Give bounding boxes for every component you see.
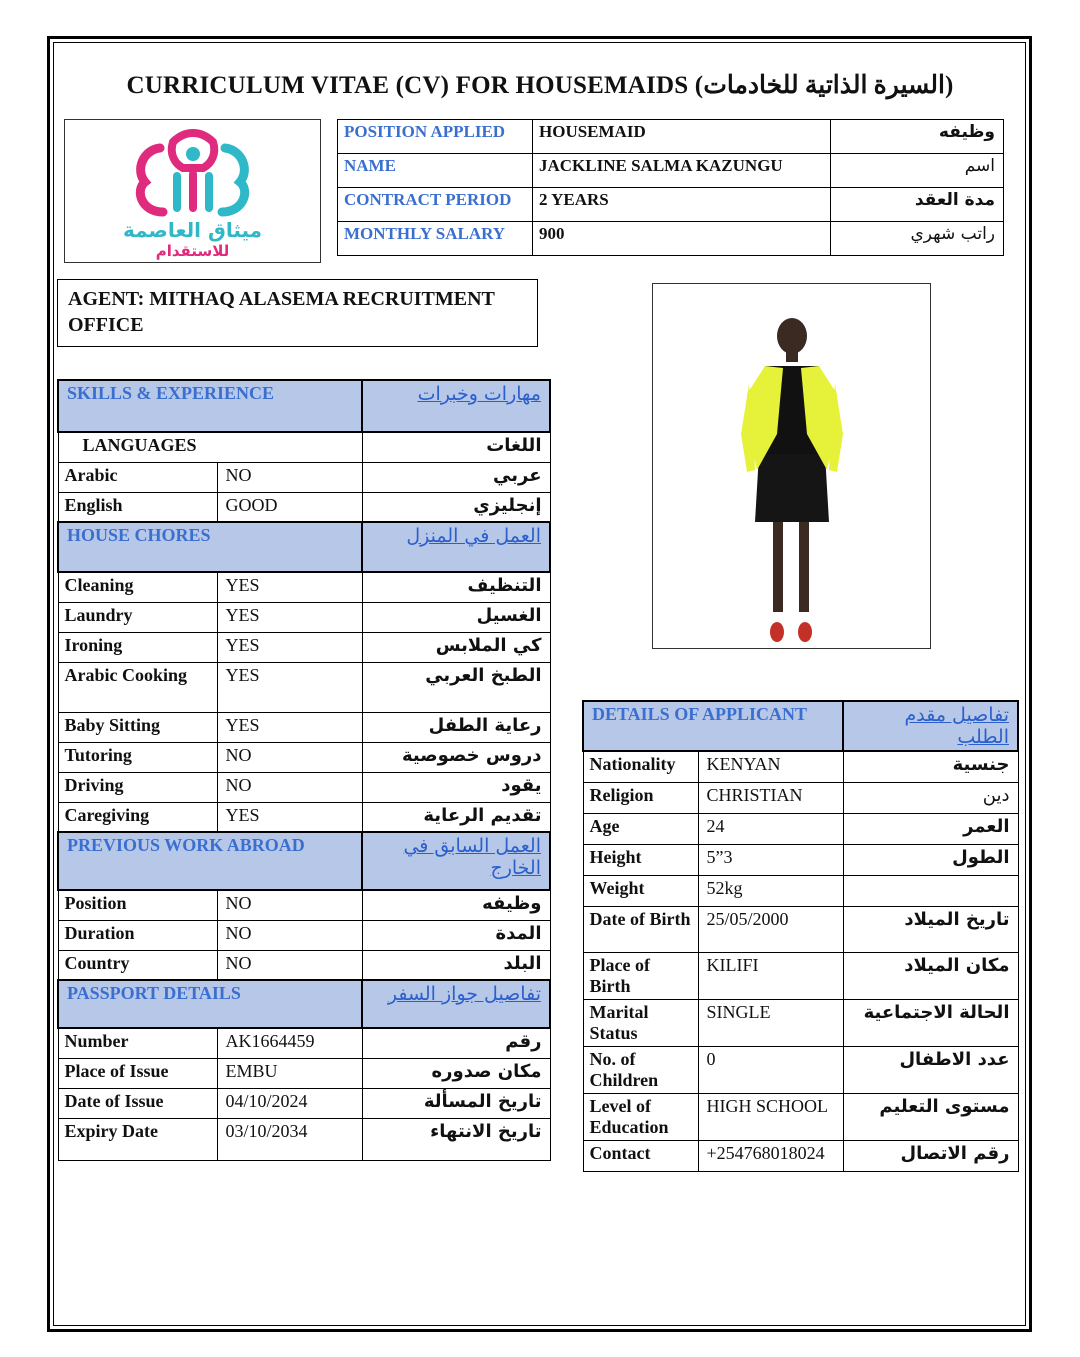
logo-arabic-name: ميثاق العاصمة (122, 218, 263, 242)
field-label: Weight (583, 875, 698, 906)
section-title: SKILLS & EXPERIENCE (58, 380, 362, 432)
field-label-ar: عربي (362, 462, 550, 492)
table-row (58, 572, 550, 602)
section-header-details (583, 701, 1018, 751)
field-value: AK1664459 (217, 1028, 362, 1058)
field-label-ar: التنظيف (362, 572, 550, 602)
field-label: Baby Sitting (58, 712, 217, 742)
field-label-ar: راتب شهري (831, 222, 1004, 256)
section-title: HOUSE CHORES (58, 522, 362, 572)
section-title-ar: تفاصيل مقدم الطلب (843, 701, 1018, 751)
table-row (583, 813, 1018, 844)
field-label-ar: وظيفه (362, 890, 550, 920)
table-row (58, 462, 550, 492)
field-label-ar: تاريخ الميلاد (843, 906, 1018, 952)
field-label: Position (58, 890, 217, 920)
field-value: 5”3 (698, 844, 843, 875)
skills-table (57, 379, 551, 1161)
section-header-skills (58, 380, 550, 432)
table-row (58, 742, 550, 772)
field-label: Tutoring (58, 742, 217, 772)
field-label-ar: الغسيل (362, 602, 550, 632)
field-label: Nationality (583, 751, 698, 782)
field-label: Ironing (58, 632, 217, 662)
field-value: NO (217, 772, 362, 802)
field-value: CHRISTIAN (698, 782, 843, 813)
field-label: Date of Birth (583, 906, 698, 952)
table-row (58, 890, 550, 920)
field-label: Age (583, 813, 698, 844)
table-row (58, 1088, 550, 1118)
section-header-chores (58, 522, 550, 572)
page-title: CURRICULUM VITAE (CV) FOR HOUSEMAIDS (السيرة الذاتية للخادمات) (126, 72, 954, 99)
field-value: 04/10/2024 (217, 1088, 362, 1118)
field-label: Height (583, 844, 698, 875)
field-value: GOOD (217, 492, 362, 522)
field-value: HIGH SCHOOL (698, 1093, 843, 1140)
section-title-ar: العمل في المنزل (362, 522, 550, 572)
field-label: Date of Issue (58, 1088, 217, 1118)
section-title-ar: مهارات وخبرات (362, 380, 550, 432)
table-row (338, 120, 1004, 154)
section-title: PASSPORT DETAILS (58, 980, 362, 1028)
table-row (583, 1140, 1018, 1171)
table-row (58, 802, 550, 832)
field-value: NO (217, 742, 362, 772)
field-label-ar: دروس خصوصية (362, 742, 550, 772)
section-header-passport (58, 980, 550, 1028)
field-value: +254768018024 (698, 1140, 843, 1171)
field-value: 2 YEARS (533, 188, 831, 222)
field-label: No. of Children (583, 1046, 698, 1093)
field-label-ar: البلد (362, 950, 550, 980)
field-value: YES (217, 632, 362, 662)
field-label: Number (58, 1028, 217, 1058)
field-value: YES (217, 802, 362, 832)
field-label-ar: دين (843, 782, 1018, 813)
field-label-ar: الطول (843, 844, 1018, 875)
field-label-ar: رعاية الطفل (362, 712, 550, 742)
field-value: KILIFI (698, 952, 843, 999)
table-row (58, 1028, 550, 1058)
field-label-ar: تقديم الرعاية (362, 802, 550, 832)
field-label: Cleaning (58, 572, 217, 602)
field-label-ar: كي الملابس (362, 632, 550, 662)
person-photo-icon (653, 284, 930, 648)
logo-arabic-subtitle: للاستقدام (155, 242, 230, 260)
table-row (58, 662, 550, 712)
field-label-ar: رقم (362, 1028, 550, 1058)
table-row (58, 950, 550, 980)
table-row (58, 1058, 550, 1088)
field-label: Duration (58, 920, 217, 950)
section-title: DETAILS OF APPLICANT (583, 701, 843, 751)
applicant-details-table (582, 700, 1019, 1172)
field-value: YES (217, 602, 362, 632)
table-row (58, 920, 550, 950)
field-label-ar: إنجليزي (362, 492, 550, 522)
field-value: YES (217, 572, 362, 602)
field-label-ar: تاريخ المسألة (362, 1088, 550, 1118)
field-label: POSITION APPLIED (338, 120, 533, 154)
position-summary-table (337, 119, 1004, 256)
field-value: NO (217, 462, 362, 492)
table-row (583, 751, 1018, 782)
field-value: KENYAN (698, 751, 843, 782)
field-label: Marital Status (583, 999, 698, 1046)
field-value: HOUSEMAID (533, 120, 831, 154)
table-row (583, 782, 1018, 813)
field-label-ar: يقود (362, 772, 550, 802)
table-row (583, 1046, 1018, 1093)
field-label: Expiry Date (58, 1118, 217, 1160)
agency-logo (64, 119, 321, 263)
field-label: Arabic (58, 462, 217, 492)
field-label: Contact (583, 1140, 698, 1171)
field-label-ar: رقم الاتصال (843, 1140, 1018, 1171)
section-title: PREVIOUS WORK ABROAD (58, 832, 362, 890)
field-label-ar: الحالة الاجتماعية (843, 999, 1018, 1046)
field-value: 0 (698, 1046, 843, 1093)
field-label-ar: مكان الميلاد (843, 952, 1018, 999)
field-label-ar (843, 875, 1018, 906)
table-row (583, 844, 1018, 875)
table-row (338, 222, 1004, 256)
field-label: MONTHLY SALARY (338, 222, 533, 256)
field-label-ar: تاريخ الانتهاء (362, 1118, 550, 1160)
field-label: Country (58, 950, 217, 980)
field-label-ar: العمر (843, 813, 1018, 844)
field-label: Level of Education (583, 1093, 698, 1140)
field-value: NO (217, 950, 362, 980)
field-label-ar: اسم (831, 154, 1004, 188)
table-row (583, 906, 1018, 952)
field-label: Place of Birth (583, 952, 698, 999)
table-row (58, 602, 550, 632)
field-value: 24 (698, 813, 843, 844)
field-label-ar: مدة العقد (831, 188, 1004, 222)
table-row (58, 772, 550, 802)
field-value: SINGLE (698, 999, 843, 1046)
table-row (338, 154, 1004, 188)
table-row (58, 492, 550, 522)
field-label: Caregiving (58, 802, 217, 832)
field-label-ar: جنسية (843, 751, 1018, 782)
table-row (338, 188, 1004, 222)
section-title-ar: العمل السابق في الخارج (362, 832, 550, 890)
agent-name: AGENT: MITHAQ ALASEMA RECRUITMENT OFFICE (57, 279, 538, 347)
table-row (583, 952, 1018, 999)
field-label: Driving (58, 772, 217, 802)
table-row (58, 1118, 550, 1160)
field-label-ar: الطبخ العربي (362, 662, 550, 712)
table-row (58, 632, 550, 662)
field-label: NAME (338, 154, 533, 188)
table-row (583, 1093, 1018, 1140)
field-label: Laundry (58, 602, 217, 632)
field-value: 52kg (698, 875, 843, 906)
field-label: Place of Issue (58, 1058, 217, 1088)
field-value: 900 (533, 222, 831, 256)
table-row (58, 712, 550, 742)
field-value: 25/05/2000 (698, 906, 843, 952)
table-row (583, 999, 1018, 1046)
languages-label-ar: اللغات (362, 432, 550, 462)
field-label-ar: وظيفه (831, 120, 1004, 154)
field-value: NO (217, 890, 362, 920)
field-label: Religion (583, 782, 698, 813)
field-label: English (58, 492, 217, 522)
section-header-previous-work (58, 832, 550, 890)
field-value: YES (217, 662, 362, 712)
languages-label: LANGUAGES (58, 432, 362, 462)
field-label: CONTRACT PERIOD (338, 188, 533, 222)
applicant-photo (652, 283, 931, 649)
table-row (583, 875, 1018, 906)
field-label-ar: عدد الاطفال (843, 1046, 1018, 1093)
field-value: YES (217, 712, 362, 742)
field-label: Arabic Cooking (58, 662, 217, 712)
field-label-ar: المدة (362, 920, 550, 950)
field-value: 03/10/2034 (217, 1118, 362, 1160)
field-label-ar: مكان صدوره (362, 1058, 550, 1088)
table-row (58, 432, 550, 462)
field-value: NO (217, 920, 362, 950)
field-value: JACKLINE SALMA KAZUNGU (533, 154, 831, 188)
section-title-ar: تفاصيل جواز السفر (362, 980, 550, 1028)
field-value: EMBU (217, 1058, 362, 1088)
field-label-ar: مستوى التعليم (843, 1093, 1018, 1140)
